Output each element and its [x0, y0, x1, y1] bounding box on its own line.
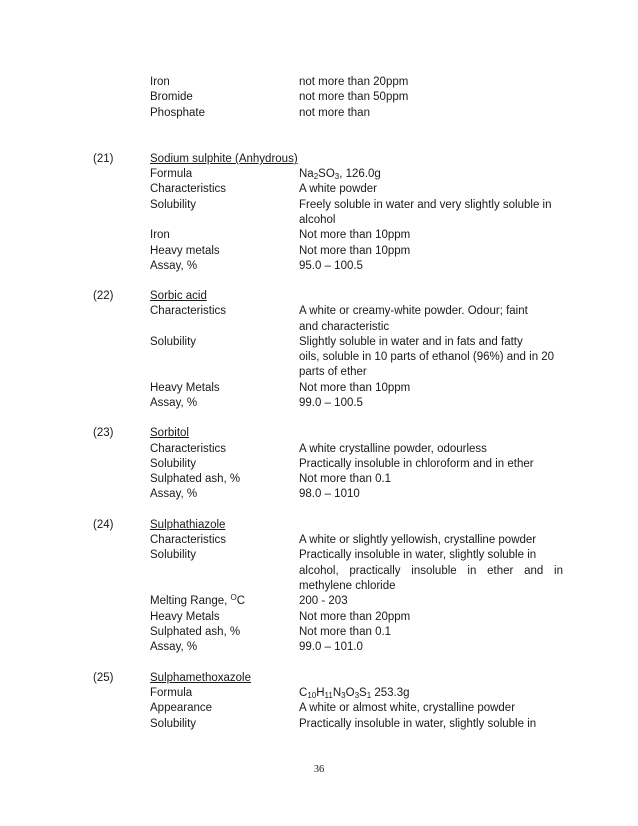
appearance-label: Appearance	[150, 702, 213, 714]
solubility-value-line: parts of ether	[299, 366, 367, 378]
assay-label: Assay, %	[150, 488, 198, 500]
solubility-label: Solubility	[150, 199, 197, 211]
assay-label: Assay, %	[150, 397, 198, 409]
formula-label: Formula	[150, 168, 193, 180]
assay-value: 95.0 – 100.5	[299, 260, 363, 272]
solubility-value-line: oils, soluble in 10 parts of ethanol (96%) and in 20	[299, 351, 555, 363]
appearance-value: A white or almost white, crystalline powder	[299, 702, 516, 714]
iron-value: Not more than 10ppm	[299, 229, 411, 241]
sulphated-ash-value: Not more than 0.1	[299, 473, 392, 485]
solubility-value-line: Slightly soluble in water and in fats and fatty	[299, 336, 523, 348]
heavy-metals-value: Not more than 10ppm	[299, 382, 411, 394]
bromide-value: not more than 50ppm	[299, 91, 409, 103]
assay-label: Assay, %	[150, 260, 198, 272]
characteristics-value: A white powder	[299, 183, 377, 195]
section-title: Sulphamethoxazole	[150, 672, 252, 684]
solubility-value: Practically insoluble in chloroform and in ether	[299, 458, 534, 470]
heavy-metals-value: Not more than 20ppm	[299, 611, 411, 623]
phosphate-value: not more than	[299, 107, 370, 119]
characteristics-label: Characteristics	[150, 443, 227, 455]
heavy-metals-label: Heavy Metals	[150, 611, 220, 623]
phosphate-label: Phosphate	[150, 107, 205, 119]
section-title: Sulphathiazole	[150, 519, 226, 531]
melting-range-label: Melting Range, $^O$C	[150, 593, 246, 607]
sulphated-ash-label: Sulphated ash, %	[150, 626, 241, 638]
solubility-value-line: methylene chloride	[299, 580, 396, 592]
section-title: Sodium sulphite (Anhydrous)	[150, 153, 298, 165]
characteristics-label: Characteristics	[150, 305, 227, 317]
assay-value: 99.0 – 101.0	[299, 641, 363, 653]
bromide-label: Bromide	[150, 91, 193, 103]
section-title: Sorbic acid	[150, 290, 207, 302]
section-number: (23)	[93, 427, 114, 439]
solubility-value-line: alcohol	[299, 214, 336, 226]
iron-label: Iron	[150, 76, 170, 88]
page-number: 36	[313, 764, 325, 775]
section-number: (24)	[93, 519, 114, 531]
formula-value: $C_{10}H_{11}N_3O_3S_1$ 253.3g	[299, 687, 410, 700]
solubility-value-line: Practically insoluble in water, slightly soluble in	[299, 549, 537, 561]
section-number: (21)	[93, 153, 114, 165]
section-title: Sorbitol	[150, 427, 189, 439]
assay-label: Assay, %	[150, 641, 198, 653]
section-number: (25)	[93, 672, 114, 684]
sulphated-ash-value: Not more than 0.1	[299, 626, 392, 638]
formula-label: Formula	[150, 687, 193, 699]
melting-range-value: 200 - 203	[299, 595, 348, 607]
solubility-label: Solubility	[150, 336, 197, 348]
characteristics-value-line: A white or creamy-white powder. Odour; faint	[299, 305, 528, 317]
characteristics-value: A white or slightly yellowish, crystalline powder	[299, 534, 537, 546]
solubility-label: Solubility	[150, 458, 197, 470]
assay-value: 99.0 – 100.5	[299, 397, 363, 409]
solubility-label: Solubility	[150, 718, 197, 730]
characteristics-value: A white crystalline powder, odourless	[299, 443, 487, 455]
solubility-label: Solubility	[150, 549, 197, 561]
heavy-metals-label: Heavy Metals	[150, 382, 220, 394]
sulphated-ash-label: Sulphated ash, %	[150, 473, 241, 485]
iron-label: Iron	[150, 229, 170, 241]
solubility-value: Practically insoluble in water, slightly soluble in	[299, 718, 537, 730]
formula-value: $Na_2SO_3$, 126.0g	[299, 168, 381, 181]
solubility-value-line: Freely soluble in water and very slightly soluble in	[299, 199, 552, 211]
characteristics-value-line: and characteristic	[299, 321, 390, 333]
assay-value: 98.0 – 1010	[299, 488, 360, 500]
iron-value: not more than 20ppm	[299, 76, 409, 88]
heavy-metals-value: Not more than 10ppm	[299, 245, 411, 257]
solubility-value-line: alcohol, practically insoluble in ether and in	[299, 565, 563, 577]
heavy-metals-label: Heavy metals	[150, 245, 220, 257]
characteristics-label: Characteristics	[150, 183, 227, 195]
section-number: (22)	[93, 290, 114, 302]
characteristics-label: Characteristics	[150, 534, 227, 546]
